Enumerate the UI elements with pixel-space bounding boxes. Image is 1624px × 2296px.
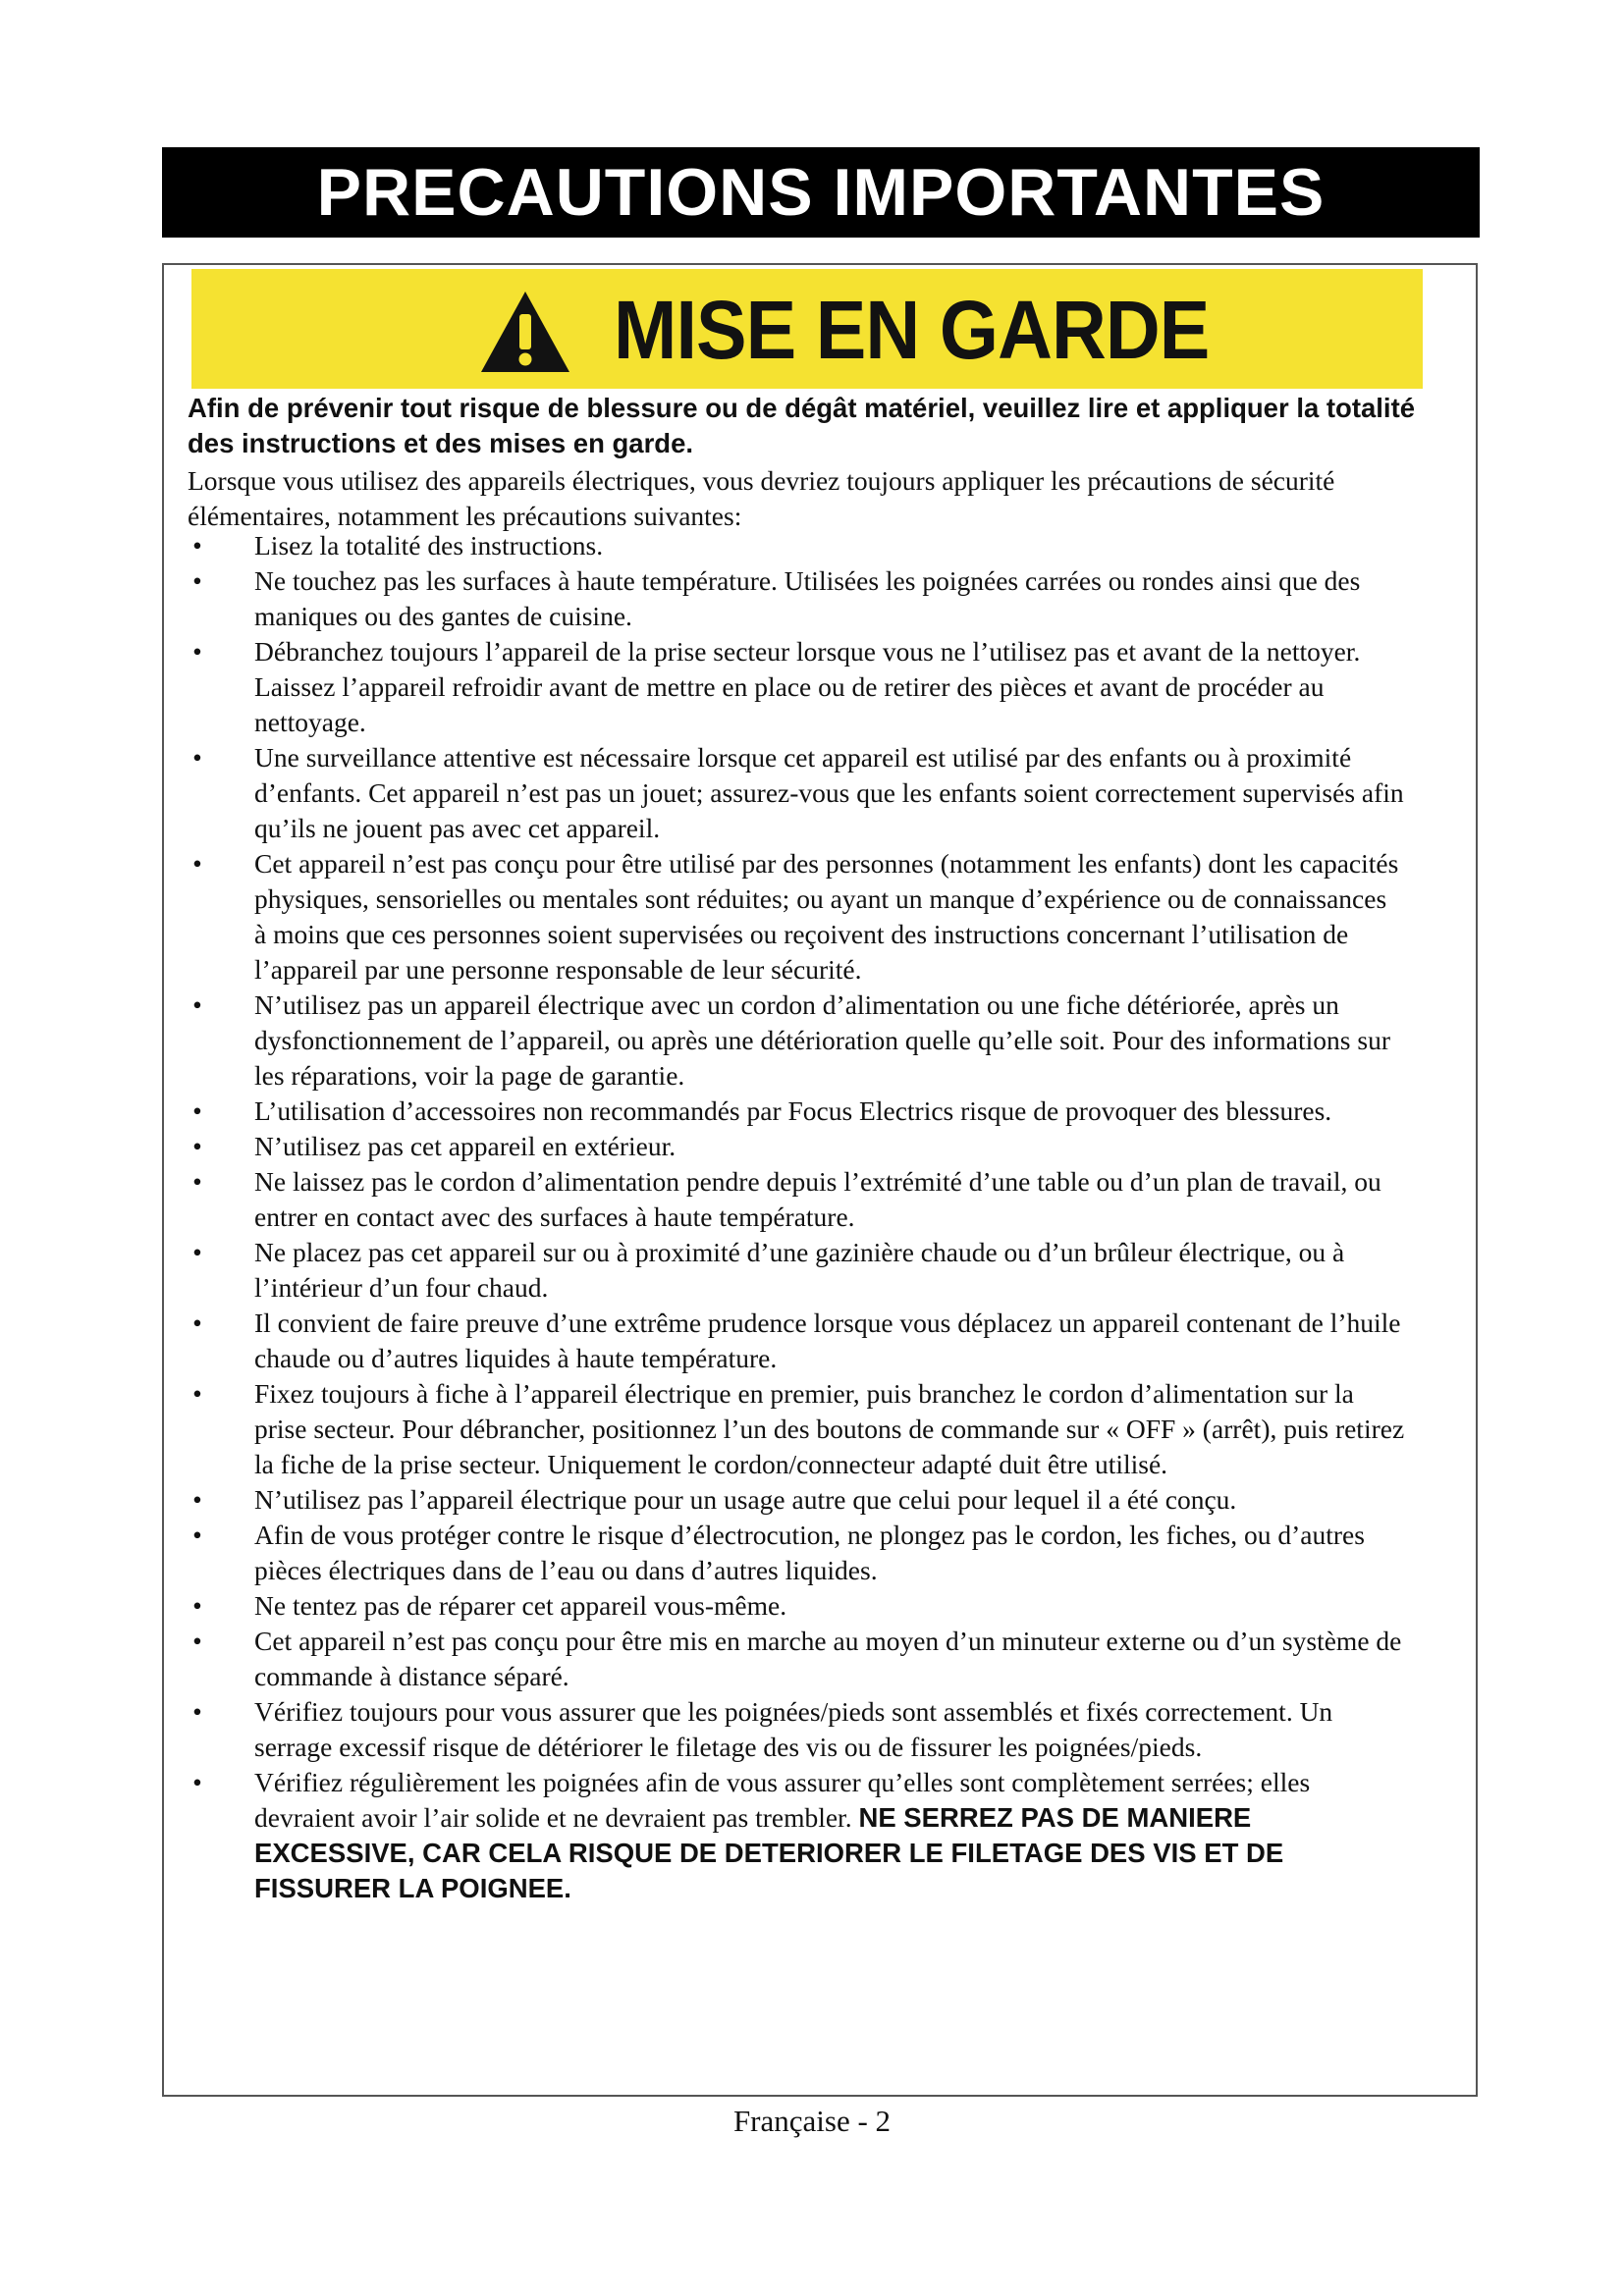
bullet-icon: •	[192, 989, 202, 1020]
list-item: • Il convient de faire preuve d’une extrême prudence lorsque vous déplacez un appareil contenant de l’huile chaude ou d’autres liquides à haute température.	[188, 1306, 1405, 1376]
bullet-icon: •	[192, 530, 202, 561]
list-item: • Cet appareil n’est pas conçu pour être utilisé par des personnes (notamment les enfants) dont les capacités physiques, sensorielles ou mentales sont réduites; ou ayant un manque d’expérience ou de connaissances à moins que ces personnes soient supervisées ou reçoivent des instructions concernant l’utilisation de l’appareil par une personne responsable de leur sécurité.	[188, 846, 1405, 988]
precautions-list	[188, 528, 1405, 1906]
bullet-icon: •	[192, 1626, 202, 1656]
bullet-icon: •	[192, 1696, 202, 1727]
bullet-icon: •	[192, 1095, 202, 1126]
intro-bold-text: Afin de prévenir tout risque de blessure ou de dégât matériel, veuillez lire et appliquer la totalité des instructions et des mises en garde.	[188, 393, 1416, 458]
bullet-icon: •	[192, 1590, 202, 1621]
list-item: • L’utilisation d’accessoires non recommandés par Focus Electrics risque de provoquer des blessures.	[188, 1094, 1405, 1129]
warning-triangle-icon	[478, 289, 572, 375]
bullet-icon: •	[192, 742, 202, 773]
list-item: • Lisez la totalité des instructions.	[188, 528, 1405, 563]
bullet-icon: •	[192, 1166, 202, 1197]
precautions-box	[162, 263, 1478, 2097]
bullet-icon: •	[192, 848, 202, 879]
bullet-icon: •	[192, 1237, 202, 1267]
list-item: • Débranchez toujours l’appareil de la prise secteur lorsque vous ne l’utilisez pas et avant de la nettoyer. Laissez l’appareil refroidir avant de mettre en place ou de retirer des pièces et avant de procéder au nettoyage.	[188, 634, 1405, 740]
bullet-icon: •	[192, 1308, 202, 1338]
list-item: • Une surveillance attentive est nécessaire lorsque cet appareil est utilisé par des enfants ou à proximité d’enfants. Cet appareil n’est pas un jouet; assurez-vous que les enfants soient correctement supervisés afin qu’ils ne jouent pas avec cet appareil.	[188, 740, 1405, 846]
list-item: • Afin de vous protéger contre le risque d’électrocution, ne plongez pas le cordon, les fiches, ou d’autres pièces électriques dans de l’eau ou dans d’autres liquides.	[188, 1518, 1405, 1588]
warning-banner	[191, 269, 1423, 389]
bullet-icon: •	[192, 1520, 202, 1550]
list-item: • Ne placez pas cet appareil sur ou à proximité d’une gazinière chaude ou d’un brûleur électrique, ou à l’intérieur d’un four chaud.	[188, 1235, 1405, 1306]
list-item	[188, 1765, 1405, 1906]
bullet-icon: •	[192, 636, 202, 667]
list-item: • Fixez toujours à fiche à l’appareil électrique en premier, puis branchez le cordon d’alimentation sur la prise secteur. Pour débrancher, positionnez l’un des boutons de commande sur « OFF » (arrêt), puis retirez la fiche de la prise secteur. Uniquement le cordon/connecteur adapté duit être utilisé.	[188, 1376, 1405, 1482]
last-item-bold-warning: NE SERREZ PAS DE MANIERE EXCESSIVE, CAR CELA RISQUE DE DETERIORER LE FILETAGE DES VIS ET DE FISSURER LA POIGNEE.	[254, 1802, 1284, 1903]
list-item: • Ne touchez pas les surfaces à haute température. Utilisées les poignées carrées ou rondes ainsi que des maniques ou des gantes de cuisine.	[188, 563, 1405, 634]
warning-label: MISE EN GARDE	[614, 284, 1210, 376]
page-title: PRECAUTIONS IMPORTANTES	[162, 147, 1480, 238]
bullet-icon: •	[192, 565, 202, 596]
bullet-icon: •	[192, 1378, 202, 1409]
list-item: • Ne tentez pas de réparer cet appareil vous-même.	[188, 1588, 1405, 1624]
page-number: Française - 2	[732, 2104, 892, 2138]
bullet-icon: •	[192, 1484, 202, 1515]
list-item: • Cet appareil n’est pas conçu pour être mis en marche au moyen d’un minuteur externe ou d’un système de commande à distance séparé.	[188, 1624, 1405, 1694]
bullet-icon: •	[192, 1767, 202, 1797]
list-item: • N’utilisez pas un appareil électrique avec un cordon d’alimentation ou une fiche détériorée, après un dysfonctionnement de l’appareil, ou après une détérioration quelle qu’elle soit. Pour des informations sur les réparations, voir la page de garantie.	[188, 988, 1405, 1094]
list-item: • Vérifiez toujours pour vous assurer que les poignées/pieds sont assemblés et fixés correctement. Un serrage excessif risque de détériorer le filetage des vis ou de fissurer les poignées/pieds.	[188, 1694, 1405, 1765]
list-item: • N’utilisez pas l’appareil électrique pour un usage autre que celui pour lequel il a été conçu.	[188, 1482, 1405, 1518]
list-item: • Ne laissez pas le cordon d’alimentation pendre depuis l’extrémité d’une table ou d’un plan de travail, ou entrer en contact avec des surfaces à haute température.	[188, 1164, 1405, 1235]
list-item: • N’utilisez pas cet appareil en extérieur.	[188, 1129, 1405, 1164]
intro-text: Lorsque vous utilisez des appareils électriques, vous devriez toujours appliquer les précautions de sécurité élémentaires, notamment les précautions suivantes:	[188, 465, 1335, 531]
last-item-text: Vérifiez régulièrement les poignées afin de vous assurer qu’elles sont complètement serrées; elles devraient avoir l’air solide et ne devraient pas trembler.	[254, 1767, 1311, 1833]
bullet-icon: •	[192, 1131, 202, 1161]
